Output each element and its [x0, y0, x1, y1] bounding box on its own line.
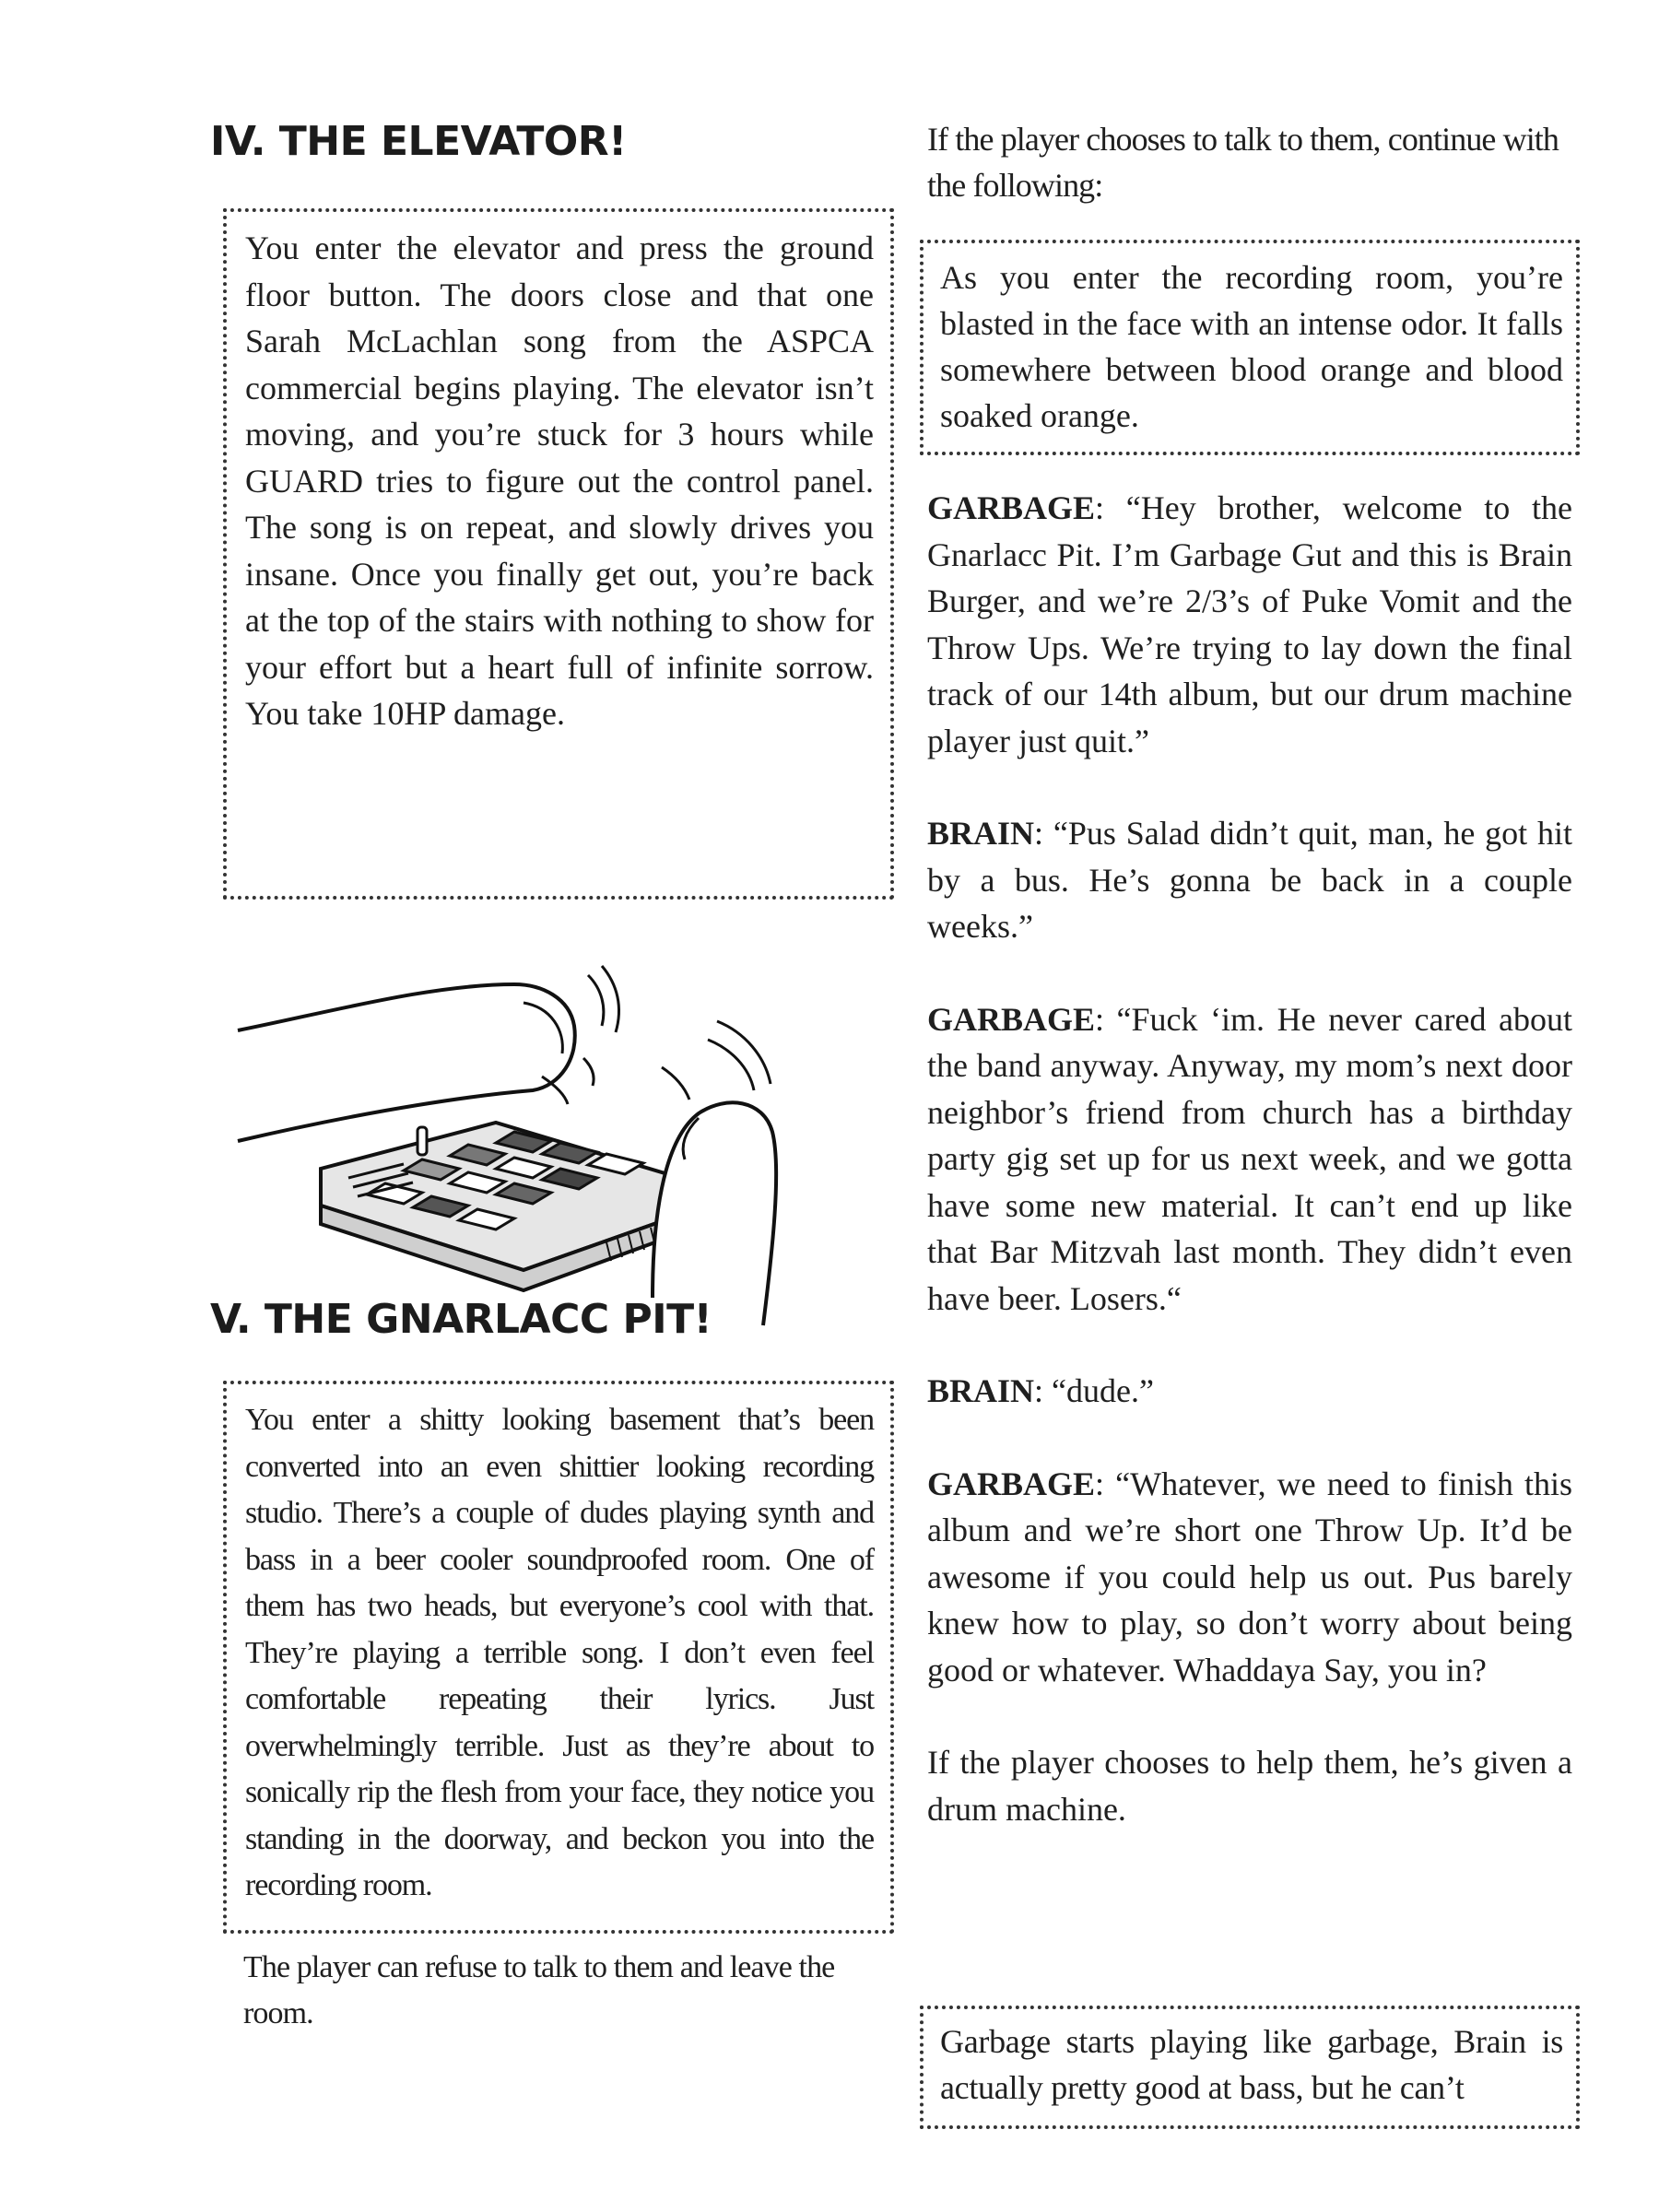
dialogue-text: : “Hey brother, welcome to the Gnarlacc Pit. I’m Garbage Gut and this is Brain Burger, and we’re 2/3’s of Puke Vomit and the Throw Ups. We’re trying to lay down the final track of our 14th album, but our drum machine player just quit.”	[927, 489, 1572, 759]
gnarlacc-text-box: You enter a shitty looking basement that’s been converted into an even shittier looking recording studio. There’s a couple of dudes playing synth and bass in a beer cooler soundproofed room. One of them has two heads, but everyone’s cool with that. They’re playing a terrible song. I don’t even feel comfortable repeating their lyrics. Just overwhelmingly terrible. Just as they’re about to sonically rip the flesh from your face, they notice you standing in the doorway, and beckon you into the recording room.	[223, 1381, 894, 1934]
elevator-text-box: You enter the elevator and press the ground floor button. The doors close and that one Sarah McLachlan song from the ASPCA commercial begins playing. The elevator isn’t moving, and you’re stuck for 3 hours while GUARD tries to figure out the control panel. The song is on repeat, and slowly drives you insane. Once you finally get out, you’re back at the top of the stairs with nothing to show for your effort but a heart full of infinite sorrow. You take 10HP damage.	[223, 208, 894, 900]
talk-option-intro: If the player chooses to talk to them, continue with the following:	[927, 121, 1559, 204]
dialogue-line	[927, 1461, 1572, 1694]
dialogue-line	[927, 485, 1572, 764]
help-option-text: If the player chooses to help them, he’s given a drum machine.	[927, 1744, 1572, 1828]
dialogue	[927, 485, 1572, 1878]
speaker-name: BRAIN	[927, 1372, 1035, 1409]
dialogue-line	[927, 1368, 1572, 1415]
refuse-option-text: The player can refuse to talk to them and leave the room.	[243, 1950, 835, 2030]
dialogue-line	[927, 810, 1572, 950]
dialogue-text: : “dude.”	[1034, 1372, 1154, 1409]
garbage-playing-text-box: Garbage starts playing like garbage, Brain is actually pretty good at bass, but he can’t	[920, 2006, 1580, 2129]
speaker-name: GARBAGE	[927, 1465, 1096, 1502]
dialogue-text: : “Pus Salad didn’t quit, man, he got hit by a bus. He’s gonna be back in a couple weeks.”	[927, 815, 1572, 945]
dialogue-text: : “Whatever, we need to finish this album and we’re short one Throw Up. It’d be awesome if you could help us out. Pus barely knew how to play, so don’t worry about being good or whatever. Whaddaya Say, you in?	[927, 1465, 1572, 1688]
speaker-name: GARBAGE	[927, 1000, 1096, 1038]
dialogue-text: : “Fuck ‘im. He never cared about the band anyway. Anyway, my mom’s next door neighbor’s friend from church has a birthday party gig set up for us next week, and we gotta have some new material. It can’t end up like that Bar Mitzvah last month. They didn’t even have beer. Losers.“	[927, 1000, 1572, 1317]
section-heading-elevator: IV. THE ELEVATOR!	[210, 118, 627, 165]
drum-machine-illustration	[219, 947, 892, 1335]
recording-room-text-box: As you enter the recording room, you’re blasted in the face with an intense odor. It falls somewhere between blood orange and blood soaked orange.	[920, 240, 1580, 455]
section-heading-gnarlacc-pit: V. THE GNARLACC PIT!	[210, 1296, 712, 1343]
speaker-name: GARBAGE	[927, 489, 1096, 526]
dialogue-line	[927, 996, 1572, 1323]
speaker-name: BRAIN	[927, 815, 1035, 852]
